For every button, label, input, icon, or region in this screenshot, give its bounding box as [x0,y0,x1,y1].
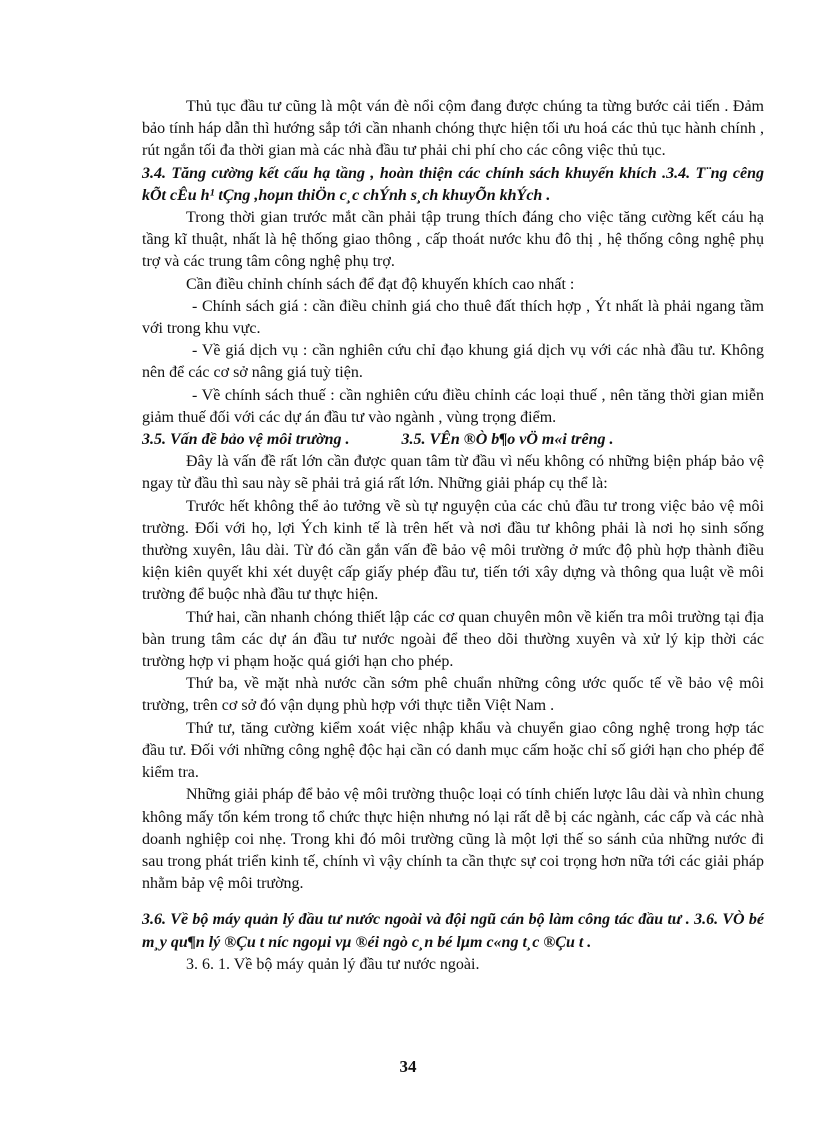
paragraph-second: Thứ hai, cần nhanh chóng thiết lập các cơ quan chuyên môn về kiến tra môi trường tại địa bàn trung tâm các dự án đầu tư nước ngoài để theo dõi thường xuyên và xử lý kịp thời các trường hợp vi phạm hoặc quá giới hạn cho phép. [142,608,764,671]
heading-3-4: 3.4. Tăng cường kết cấu hạ tầng , hoàn thiện các chính sách khuyến khích .3.4. T¨ng cêng kÕt cÊu h¹ tÇng ,hoµn thiÖn c¸c chÝnh s¸ch khuyÕn khÝch . [142,164,764,204]
paragraph-fourth: Thứ tư, tăng cường kiểm xoát việc nhập khẩu và chuyển giao công nghệ trong hợp tác đầu tư. Đối với những công nghệ độc hại cần có danh mục cấm hoặc chỉ số giới hạn cho phép để kiểm tra. [142,719,764,782]
heading-3-6: 3.6. Về bộ máy quản lý đầu tư nước ngoài và đội ngũ cán bộ làm công tác đầu tư . 3.6. VÒ bé m¸y qu¶n lý ®Çu t níc ngoµi vµ ®éi ngò c¸n bé lµm c«ng t¸c ®Çu t . [142,911,764,951]
document-body [142,96,764,976]
paragraph-conclusion: Những giải pháp để bảo vệ môi trường thuộc loại có tính chiến lược lâu dài và nhìn chung không mấy tốn kém trong tổ chức thực hiện nhưng nó lại rất dễ bị các ngành, các cấp và các nhà doanh nghiệp coi nhẹ. Trong khi đó môi trường cũng là một lợi thế so sánh của những nước đi sau trong phát triển kinh tế, chính vì vậy chính ta cần thực sự coi trọng hơn nữa tới các giải pháp nhằm bảp vệ môi trường. [142,786,764,893]
page-number: 34 [399,1057,417,1076]
paragraph-service-price: - Về giá dịch vụ : cần nghiên cứu chỉ đạo khung giá dịch vụ với các nhà đầu tư. Không nên để các cơ sở nâng giá tuỳ tiện. [142,342,764,382]
spacer [142,895,764,909]
paragraph-price-policy: - Chính sách giá : cần điều chỉnh giá cho thuê đất thích hợp , Ýt nhất là phải ngang tầm với trong khu vực. [142,297,764,338]
heading-3-5 [142,429,764,451]
paragraph-third: Thứ ba, về mặt nhà nước cần sớm phê chuẩn những công ước quốc tế về bảo vệ môi trường, trên cơ sở đó vận dụng phù hợp với thực tiễn Việt Nam . [142,675,764,715]
paragraph-environment-intro: Đây là vấn đề rất lớn cần được quan tâm từ đầu vì nếu không có những biện pháp bảo vệ ngay từ đầu thì sau này sẽ phải trả giá rất lớn. Những giải pháp cụ thể là: [142,453,764,493]
paragraph-tax-policy: - Về chính sách thuế : cần nghiên cứu điều chỉnh các loại thuế , nên tăng thời gian miễn giảm thuế đối với các dự án đầu tư vào ngành , vùng trọng điểm. [142,386,764,426]
paragraph-infrastructure: Trong thời gian trước mắt cần phải tập trung thích đáng cho việc tăng cường kết cáu hạ tầng kĩ thuật, nhất là hệ thống giao thông , cấp thoát nước khu đô thị , hệ thống công nghệ phụ trợ và các trung tâm công nghệ phụ trợ. [142,209,764,271]
heading-3-5-legacy-title: 3.5. VÊn ®Ò b¶o vÖ m«i trêng . [401,431,614,449]
paragraph-procedures: Thủ tục đầu tư cũng là một ván đè nổi cộm đang được chúng ta từng bước cải tiến . Đảm bảo tính háp dẫn thì hướng sắp tới cần nhanh chóng thực hiện tối ưu hoá các thủ tục hành chính , rút ngắn tối đa thời gian mà các nhà đầu tư phải chi phí cho các công việc thủ tục. [142,98,764,160]
paragraph-3-6-1: 3. 6. 1. Về bộ máy quản lý đầu tư nước ngoài. [186,955,480,973]
heading-3-5-title: 3.5. Vấn đề bảo vệ môi trường . [142,431,350,449]
paragraph-policy-adjust: Cần điều chỉnh chính sách để đạt độ khuyến khích cao nhất : [186,275,575,293]
paragraph-first: Trước hết không thể ảo tưởng về sù tự nguyện của các chủ đầu tư trong việc bảo vệ môi trường. Đối với họ, lợi Ých kinh tế là trên hết và nơi đầu tư không phải là nơi họ sinh sống thường xuyên, lâu dài. Từ đó cần gắn vấn đề bảo vệ môi trường ở mức độ phù hợp thành điều kiện kiên quyết khi xét duyệt cấp giấy phép đầu tư, tiến tới xây dựng và thông qua luật về môi trường để buộc nhà đầu tư thực hiện. [142,497,764,604]
